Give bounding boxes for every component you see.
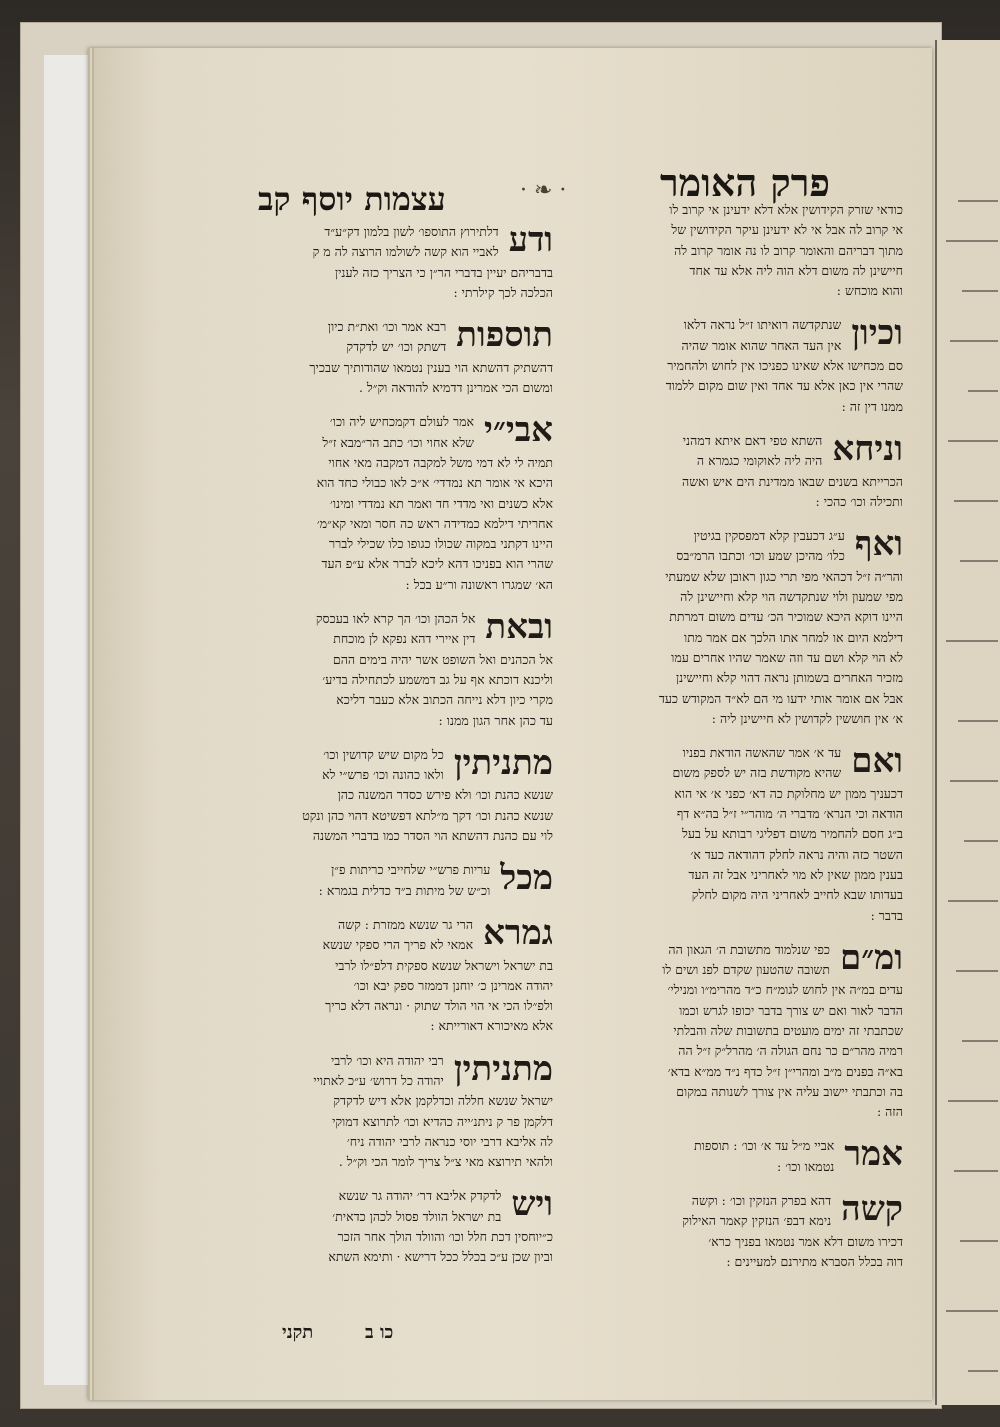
text-line: השטר כזה והיה נראה לחלק דהודאה כעד א׳ (690, 846, 903, 862)
text-line: מפי שמעון ולוי שנתקדשה הוי קלא וחיישינן לה (680, 589, 903, 605)
commentary-paragraph (218, 222, 553, 303)
text-line: בא״ה בפנים מ״ב ומהרי״ן ז״ל כדף נ״ד ממ״א בדא׳ (667, 1063, 903, 1079)
text-line: ולהאי תירוצא מאי צ״ל צריך לומר הכי וק״ל . (338, 1154, 553, 1170)
text-line: דוה בכלל הסברא מתירנם למעיינים : (726, 1253, 903, 1269)
text-line: וליכנא דוכתא אף על גב דמשמע לכתחילה בדיע׳ (322, 671, 553, 687)
paragraph-head-word: ויש (511, 1184, 553, 1225)
text-line: ותכילה וכו׳ כהכי : (815, 493, 903, 509)
commentary-paragraph (565, 743, 903, 926)
text-line: והר״ה ז״ל דכהאי מפי תרי כגון ראובן שלא שמעתי (665, 568, 903, 584)
text-line: בת ישראל וישראל שנשא ספקית דלפ״לו לרבי (335, 957, 553, 973)
text-line: רבא אמר וכו׳ ואת״ת כיון (327, 319, 447, 335)
paragraph-head-word: מתניתין (453, 1048, 553, 1089)
text-line: דשתק וכו׳ יש לדקדק (346, 339, 447, 355)
paragraph-head-word: וניחא (832, 428, 903, 469)
text-line: אלא כשנים ואי מדדי חד ואמר תא נמדדי ומינו׳ (329, 495, 553, 511)
text-line: עד כהן אחר הגון ממנו : (438, 712, 553, 728)
commentary-paragraph (218, 742, 553, 846)
text-line: אמר לעולם דקמכחיש ליה וכו׳ (329, 414, 475, 430)
text-line: עדים במ״ה אין לחוש לגומ״ח כ״ד מהרימ״ו ומנילי׳ (667, 982, 903, 998)
text-line: שהרי הוא בפניכו דהא ליכא לברר אלא ע״פ העד (321, 556, 553, 572)
paragraph-head-word: ובאת (485, 607, 553, 648)
text-line: כפי שנלמוד מתשובת ה׳ הגאון הה (668, 941, 830, 957)
text-line: דהא בפרק הנזקין וכו׳ : וקשה (691, 1193, 832, 1209)
commentary-paragraph (218, 860, 553, 901)
text-line: דילמא היום או למחר אתו הלכך אם אמר מתו (684, 629, 903, 645)
text-line: היכא אי אומר תא נמדדי׳ א״כ לאו כבולי כחד הוא (316, 475, 553, 491)
right-text-column (565, 200, 903, 1286)
text-line: ולאו כהונה וכו׳ פרש״י לא (322, 767, 444, 783)
paragraph-head-word: ודע (508, 220, 553, 260)
text-line: והוא מוכחש : (836, 283, 903, 299)
text-line: אלא מאיכורא דאורייתא : (430, 1018, 553, 1034)
text-line: יהודה כל דרוש׳ ע״כ לאתויי (313, 1072, 444, 1088)
commentary-paragraph (218, 912, 553, 1037)
adjacent-page-edge (935, 40, 1000, 1405)
text-line: דלקמן פר ק ניתנ׳ייה כהדיא וכו׳ לתרוצא דמוקי (332, 1113, 553, 1129)
text-line: כלו׳ מהיכן שמע וכו׳ וכתבו הרמ״בס (676, 548, 845, 564)
catchword: תקני (282, 1322, 314, 1343)
text-line: שכתבתי זה ימים מועטים בתשובות שלה והבלתי (673, 1022, 903, 1038)
text-line: אביי מ״ל עד א׳ וכו׳ : תוספות (694, 1138, 835, 1154)
text-line: לא הוי קלא ושם עד וזה שאמר שהיו אחרים עמו (671, 649, 903, 665)
commentary-paragraph (565, 1136, 903, 1177)
paragraph-head-word: אבי״י (484, 410, 553, 451)
text-line: אמאי לא פריך הרי ספקי שנשא (322, 937, 474, 953)
text-line: תשובה שהטעון שקדם לפנ ושים לו (662, 962, 830, 978)
text-line: שנתקדשה רואיתו ז״ל נראה דלאו (683, 317, 842, 333)
text-line: א׳ אין חוששין לקדושין לא חיישינן ליה : (711, 710, 903, 726)
text-line: אחריתי דילמא כמדידה ראש כה חסר ומאי קא״מ׳ (316, 515, 553, 531)
text-line: בענין ממון שאין לא מוי לאחריני אבל זה העד (688, 866, 903, 882)
text-line: מקרי כיון דלא נייחה הכתוב אלא כעבר דליכא (336, 692, 553, 708)
text-line: יהודה אמרינן כ׳ יוחנן דממזר ספק יבא וכו׳ (353, 977, 553, 993)
text-line: ומשום הכי אמרינן דדמיא להודאה וק״ל . (358, 380, 553, 396)
commentary-paragraph (565, 937, 903, 1123)
text-line: הכרייתא בשנים שבאו ממדינת הים איש ואשה (682, 473, 903, 489)
text-line: כודאי שזרק הקידושין אלא דלא ידעינן אי קרוב לו (669, 202, 903, 217)
text-line: מתוך דבריהם והאומר קרוב לו נה אומר קרוב לה (674, 242, 903, 258)
commentary-paragraph (218, 412, 553, 595)
text-line: דכעניך ממון יש מחלוקת כה דא׳ כפני א׳ אי הוא (674, 785, 903, 801)
paragraph-head-word: וכיון (851, 313, 903, 354)
paragraph-head-word: מתניתין (453, 742, 553, 783)
text-line: וביון שכן ע״כ בכלל ככל דרישא · ותימא השתא (328, 1249, 553, 1265)
text-line: אבל אם אומר אותי ידעו מי הם לא״ד המקודש כעד (658, 690, 903, 706)
text-line: דהשתיק דהשתא הוי בענין נטמאו שהודותיך שבכיך (309, 359, 553, 375)
commentary-paragraph (218, 1048, 553, 1173)
text-line: רבי יהודה היא וכו׳ לרבי (330, 1052, 444, 1068)
text-line: לוי עם כהנת דהשתא הוי הסדר כמו בדברי המשנה (312, 828, 553, 844)
paragraph-head-word: ומ״ם (840, 937, 903, 978)
text-line: כ״יוחסין דכת חלל וכו׳ והוולד הולך אחר הזכר (337, 1229, 553, 1245)
text-line: כל מקום שיש קדושין וכו׳ (323, 746, 444, 762)
paragraph-head-word: גמרא (483, 912, 553, 953)
text-line: בה וכתבתי יישוב עליה אין צורך לשנותה במקום (676, 1083, 903, 1099)
running-header-left: עצמות יוסף קב (258, 180, 446, 218)
text-line: בעדותו שבא לחייב לאחריני היה מקום לחלק (691, 887, 903, 903)
text-line: עד א׳ אמר שהאשה הודאת בפניו (682, 745, 842, 761)
text-line: שהרי אין כאן אלא עד אחד ואין שום מקום ללמוד (665, 378, 903, 394)
text-line: אי קרוב לה אבל אי לא ידעינן עיקר הקידושין של (671, 222, 903, 238)
commentary-paragraph (218, 1186, 553, 1267)
text-line: ולפ״לו הכי אי הוי הולד שתוק · ונראה דלא כריך (325, 998, 553, 1014)
running-header-right: פרק האומר (660, 160, 831, 205)
commentary-paragraph (218, 317, 553, 398)
text-line: וכ״ש של מיתות ב״ד כדלית בגמרא : (318, 882, 491, 898)
text-line: נטמאו וכו׳ : (777, 1158, 835, 1174)
text-line: היה ליה לאוקומי כגמרא ה (696, 453, 823, 469)
text-line: אל הכהן וכו׳ הך קרא לאו בעכסק (315, 611, 476, 627)
text-line: בדבר : (870, 907, 903, 923)
text-line: הכלכה לכך קילרתי : (453, 284, 553, 300)
text-line: תמיה לי לא דמי משל למקבה דמקבה מאי אחוי (328, 454, 553, 470)
text-line: שלא אחוי וכו׳ כתב הר״מבא ז״ל (322, 434, 475, 450)
commentary-paragraph (565, 428, 903, 512)
text-line: מזכיר האחרים בשמותן נראה דהוי קלא וחיישינן (675, 670, 903, 686)
text-line: הדבר לאור ואם יש צורך בדבר יכופו לגרש וכמו (679, 1002, 903, 1018)
text-line: לה אליבא דרבי יוסי כנראה לרבי יהודה ניח׳ (346, 1133, 553, 1149)
paragraph-head-word: ואף (854, 524, 903, 565)
paragraph-head-word: קשה (841, 1189, 903, 1230)
text-line: לאביי הוא קשה לשולמו הרוצה לה מ ק (312, 244, 499, 260)
commentary-paragraph (565, 315, 903, 416)
paragraph-head-word: אמר (844, 1134, 903, 1175)
text-line: שהיא מקודשת בזה יש לספק משום (672, 765, 842, 781)
paragraph-head-word: מכל (500, 858, 553, 899)
left-text-column (218, 222, 553, 1282)
text-line: אל הכהנים ואל השופט אשר יהיה בימים ההם (332, 651, 553, 667)
commentary-paragraph (565, 526, 903, 729)
commentary-paragraph (218, 609, 553, 731)
paragraph-head-word: ואם (851, 741, 903, 782)
text-line: ישראל שנשא חללה וכדלקמן אלא דיש לדקדק (333, 1093, 553, 1109)
text-line: רמיה מהר״ם כר נחם הגולה ה׳ מהרל״ק ז״ל הה (678, 1043, 903, 1059)
text-line: בדבריהם יעיין בדברי הר״ן כי הצריך כזה לענין (334, 264, 553, 280)
text-line: דין איירי דהא נפקא לן מוכחת (333, 631, 476, 647)
paragraph-head-word: תוספות (456, 315, 553, 356)
commentary-paragraph (565, 1191, 903, 1272)
text-line: שנשא כהנת וכו׳ דקך מ״לתא דפשיטא דהוי כהן ונקט (302, 807, 553, 823)
text-line: היינו דוקא היכא שמוכיר הכ׳ עדים משום דמרתת (669, 609, 903, 625)
text-line: ב״ג חסם להחמיר משום דפליגי רבותא על בעל (682, 826, 903, 842)
text-line: נימא דבפ׳ הנזקין קאמר האילוק (682, 1213, 832, 1229)
commentary-paragraph (565, 200, 903, 301)
text-line: הודאה וכי הנרא׳ מדברי ה׳ מוהר״י ז״ל בה״א דף (676, 806, 903, 822)
text-line: הזה : (876, 1104, 903, 1120)
header-ornament: · ❧ · (520, 178, 567, 203)
text-line: ממנו דין זה : (841, 398, 903, 414)
text-line: אין העד האחר שהוא אומר שהיה (681, 337, 842, 353)
page-signature: כו ב (365, 1322, 394, 1343)
text-line: עריות פרש״י שלחייבי כריתות פ״ן (331, 862, 491, 878)
text-line: בת ישראל הוולד פסול לכהן כדאית׳ (332, 1208, 502, 1224)
text-line: הא׳ שמגרו ראשונה ור״ע בכל : (405, 576, 553, 592)
text-line: שנשא כהנת וכו׳ ולא פירש כסדר המשנה כהן (337, 787, 553, 803)
text-line: הרי גר שנשא ממזרת : קשה (338, 916, 474, 932)
text-line: דכירו משום דלא אמר נטמאו בפניך כרא׳ (708, 1233, 903, 1249)
text-line: סם מכחישו אלא שאינו כפניכו אין לחוש ולהחמיר (667, 358, 903, 374)
text-line: דלתירוץ התוספו׳ לשון בלמון דק״ע״ד (324, 224, 499, 239)
text-line: ע״ג דכעבין קלא דמפסקין בגיטין (693, 528, 845, 544)
text-line: לדקדק אליבא דר׳ יהודה גר שנשא (338, 1188, 502, 1204)
text-line: חיישינן לה משום דלא הוה ליה אלא עד אחד (689, 262, 903, 278)
text-line: היינו דקתני במקוה שכולו כגופו כלו שכילי לברר (328, 536, 553, 552)
text-line: השתא טפי דאם איתא דמהני (682, 432, 823, 448)
